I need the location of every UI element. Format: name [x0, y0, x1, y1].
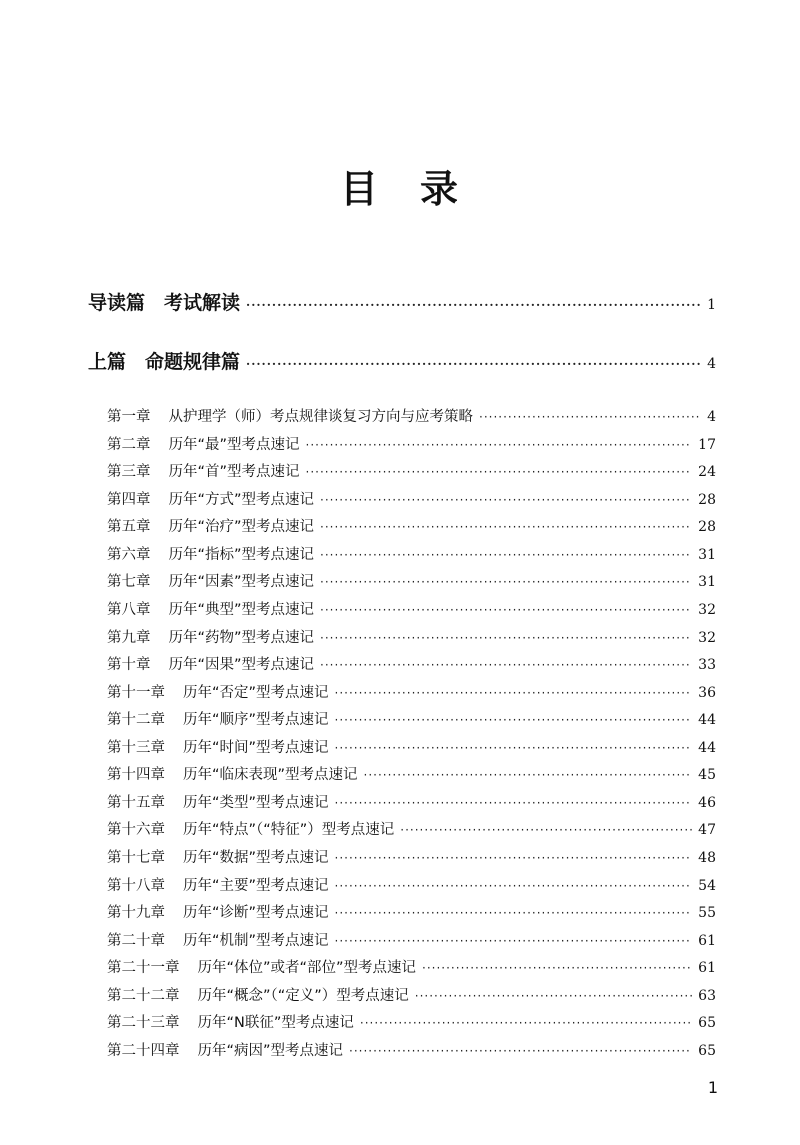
chapter-number: 第十六章: [107, 822, 165, 838]
chapter-title: 历年“概念”（“定义”）型考点速记: [197, 988, 409, 1004]
chapter-page: 54: [698, 878, 716, 894]
chapter-page: 4: [707, 409, 716, 425]
toc-chapter[interactable]: [107, 984, 716, 1005]
chapter-page: 31: [698, 574, 716, 590]
chapter-title: 历年“数据”型考点速记: [183, 850, 329, 866]
chapter-number: 第二十三章: [107, 1015, 180, 1031]
chapter-title: 历年“方式”型考点速记: [168, 492, 315, 508]
chapter-title: 历年“首”型考点速记: [168, 464, 300, 480]
chapter-title: 历年“病因”型考点速记: [197, 1043, 344, 1059]
chapter-page: 28: [698, 492, 716, 508]
chapter-number: 第二十四章: [107, 1043, 180, 1059]
toc-chapter[interactable]: [107, 736, 716, 757]
toc-chapter[interactable]: [107, 708, 716, 729]
chapter-page: 36: [698, 685, 716, 701]
toc-chapter[interactable]: [107, 818, 716, 839]
leader-dots: [479, 410, 701, 424]
leader-dots: [364, 768, 693, 782]
toc-chapter[interactable]: [107, 460, 716, 481]
leader-dots: [422, 961, 692, 975]
chapter-number: 第二十二章: [107, 988, 180, 1004]
leader-dots: [335, 741, 693, 755]
section-page: 1: [707, 297, 716, 313]
toc-chapter[interactable]: [107, 874, 716, 895]
chapter-page: 55: [698, 905, 716, 921]
leader-dots: [415, 989, 692, 1003]
chapter-page: 46: [698, 795, 716, 811]
chapter-page: 33: [698, 657, 716, 673]
chapter-title: 历年“类型”型考点速记: [183, 795, 329, 811]
chapter-number: 第六章: [107, 547, 151, 563]
chapter-page: 65: [698, 1043, 716, 1059]
chapter-page: 61: [698, 933, 716, 949]
chapter-number: 第九章: [107, 630, 151, 646]
chapter-title: 历年“指标”型考点速记: [168, 547, 315, 563]
chapter-number: 第二十章: [107, 933, 165, 949]
leader-dots: [335, 934, 693, 948]
leader-dots: [306, 465, 693, 479]
toc-chapter[interactable]: [107, 929, 716, 950]
chapter-title: 历年“主要”型考点速记: [183, 878, 329, 894]
chapter-number: 第十八章: [107, 878, 165, 894]
section-label: 上篇 命题规律篇: [88, 351, 241, 373]
chapter-page: 63: [698, 988, 716, 1004]
chapter-page: 31: [698, 547, 716, 563]
chapter-number: 第十九章: [107, 905, 165, 921]
toc-chapter[interactable]: [107, 515, 716, 536]
toc-chapter[interactable]: [107, 1039, 716, 1060]
chapter-page: 45: [698, 767, 716, 783]
chapter-number: 第七章: [107, 574, 151, 590]
toc-chapter[interactable]: [107, 488, 716, 509]
section-label: 导读篇 考试解读: [88, 292, 241, 314]
toc-chapter[interactable]: [107, 681, 716, 702]
chapter-title: 历年“最”型考点速记: [168, 437, 300, 453]
chapter-number: 第十章: [107, 657, 151, 673]
toc-section-part1[interactable]: [88, 347, 716, 374]
chapter-title: 历年“典型”型考点速记: [168, 602, 315, 618]
chapter-title: 历年“诊断”型考点速记: [183, 905, 329, 921]
leader-dots: [335, 851, 693, 865]
toc-chapter[interactable]: [107, 791, 716, 812]
chapter-title: 历年“因果”型考点速记: [168, 657, 315, 673]
chapter-title: 历年“顺序”型考点速记: [183, 712, 329, 728]
chapter-page: 47: [698, 822, 716, 838]
chapter-page: 32: [698, 630, 716, 646]
chapter-title: 历年“治疗”型考点速记: [168, 519, 315, 535]
toc-title: 目 录: [339, 167, 460, 211]
chapter-number: 第十五章: [107, 795, 165, 811]
leader-dots: [320, 603, 692, 617]
chapter-number: 第十二章: [107, 712, 165, 728]
chapter-number: 第四章: [107, 492, 151, 508]
toc-chapter[interactable]: [107, 901, 716, 922]
chapter-page: 48: [698, 850, 716, 866]
chapter-title: 从护理学（师）考点规律谈复习方向与应考策略: [168, 409, 473, 425]
leader-dots: [349, 1044, 692, 1058]
toc-chapter[interactable]: [107, 405, 716, 426]
chapter-number: 第二章: [107, 437, 151, 453]
chapter-page: 65: [698, 1015, 716, 1031]
leader-dots: [335, 879, 693, 893]
leader-dots: [400, 823, 692, 837]
chapter-number: 第二十一章: [107, 960, 180, 976]
leader-dots: [335, 713, 693, 727]
toc-chapter[interactable]: [107, 956, 716, 977]
leader-dots: [320, 631, 692, 645]
chapter-number: 第十三章: [107, 740, 165, 756]
chapter-title: 历年“时间”型考点速记: [183, 740, 329, 756]
chapter-title: 历年“因素”型考点速记: [168, 574, 315, 590]
leader-dots: [246, 357, 701, 371]
chapter-number: 第五章: [107, 519, 151, 535]
toc-chapter[interactable]: [107, 626, 716, 647]
chapter-page: 17: [698, 437, 716, 453]
chapter-number: 第一章: [107, 409, 151, 425]
chapter-page: 32: [698, 602, 716, 618]
chapter-page: 44: [698, 712, 716, 728]
leader-dots: [306, 438, 693, 452]
leader-dots: [335, 686, 693, 700]
leader-dots: [320, 520, 692, 534]
toc-chapter[interactable]: [107, 763, 716, 784]
toc-chapter[interactable]: [107, 653, 716, 674]
chapter-page: 61: [698, 960, 716, 976]
leader-dots: [320, 658, 692, 672]
toc-chapter[interactable]: [107, 543, 716, 564]
chapter-title: 历年“临床表现”型考点速记: [183, 767, 358, 783]
toc-chapter[interactable]: [107, 598, 716, 619]
chapter-page: 44: [698, 740, 716, 756]
chapter-number: 第三章: [107, 464, 151, 480]
chapter-number: 第十七章: [107, 850, 165, 866]
chapter-title: 历年“机制”型考点速记: [183, 933, 329, 949]
chapter-title: 历年“N联征”型考点速记: [197, 1015, 354, 1031]
leader-dots: [320, 493, 692, 507]
chapter-number: 第十四章: [107, 767, 165, 783]
toc-chapter[interactable]: [107, 1011, 716, 1032]
toc-section-intro[interactable]: [88, 288, 716, 315]
chapter-title: 历年“否定”型考点速记: [183, 685, 329, 701]
leader-dots: [335, 906, 693, 920]
leader-dots: [360, 1016, 692, 1030]
chapter-page: 28: [698, 519, 716, 535]
chapter-title: 历年“特点”（“特征”）型考点速记: [183, 822, 395, 838]
chapter-title: 历年“体位”或者“部位”型考点速记: [197, 960, 417, 976]
leader-dots: [335, 796, 693, 810]
chapter-number: 第八章: [107, 602, 151, 618]
leader-dots: [246, 298, 701, 312]
leader-dots: [320, 575, 692, 589]
toc-chapter[interactable]: [107, 433, 716, 454]
chapter-number: 第十一章: [107, 685, 165, 701]
page-number: 1: [707, 1078, 718, 1097]
section-page: 4: [707, 356, 716, 372]
chapter-title: 历年“药物”型考点速记: [168, 630, 315, 646]
chapter-page: 24: [698, 464, 716, 480]
leader-dots: [320, 548, 692, 562]
toc-chapter[interactable]: [107, 570, 716, 591]
toc-chapter[interactable]: [107, 846, 716, 867]
